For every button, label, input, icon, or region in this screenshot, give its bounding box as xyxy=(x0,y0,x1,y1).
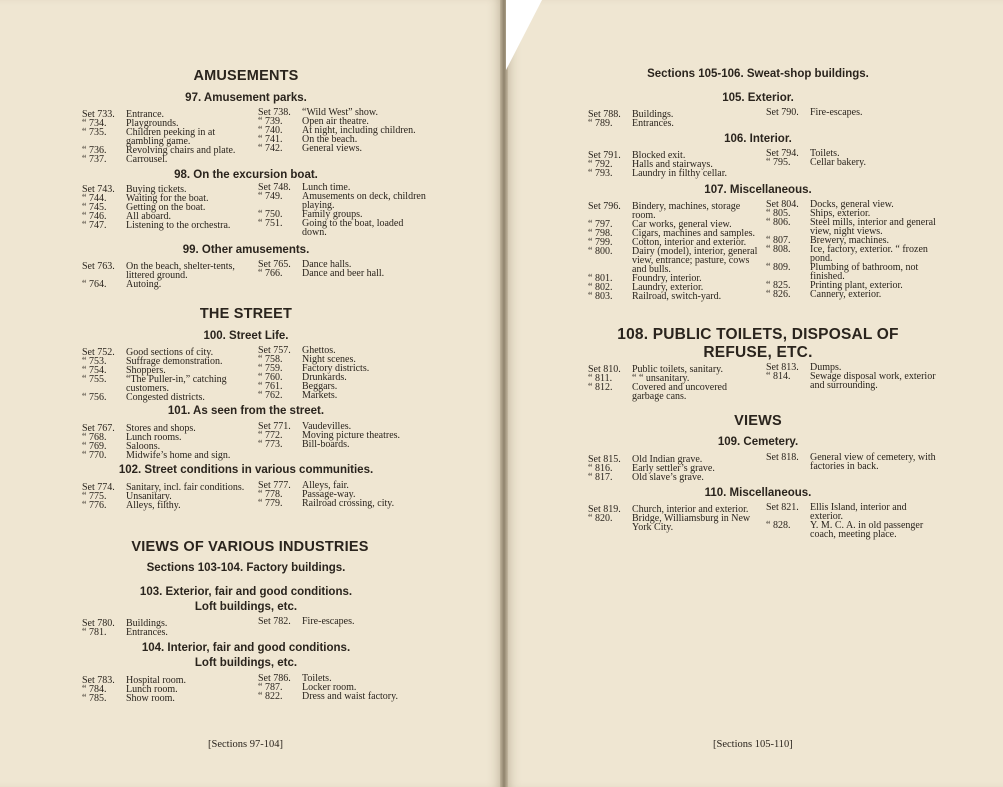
set-description: Cigars, machines and samples. xyxy=(632,228,756,239)
set-number: “ 826. xyxy=(766,289,791,300)
set-number: “ 735. xyxy=(82,127,107,138)
set-description: Show room. xyxy=(126,693,175,704)
set-description: Church, interior and exterior. xyxy=(632,504,749,515)
set-number: Set 788. xyxy=(588,109,621,120)
set-description: Buildings. xyxy=(126,618,168,629)
section-108-col2 xyxy=(766,363,938,390)
section-105-title: 105. Exterior. xyxy=(722,92,794,104)
set-description: Public toilets, sanitary. xyxy=(632,364,724,375)
set-description: Foundry, interior. xyxy=(632,273,702,284)
section-108-col1 xyxy=(588,365,758,401)
set-number: “ 795. xyxy=(766,157,791,168)
set-number: “ 825. xyxy=(766,280,791,291)
section-103-title: 103. Exterior, fair and good conditions. xyxy=(139,586,353,598)
right-page-footer: [Sections 105-110] xyxy=(713,739,793,750)
set-number: “ 784. xyxy=(82,684,107,695)
set-description: Vaudevilles. xyxy=(302,421,352,432)
set-number: “ 809. xyxy=(766,262,791,273)
section-99-title: 99. Other amusements. xyxy=(182,244,310,256)
section-103-subtitle: Loft buildings, etc. xyxy=(194,601,298,613)
list-item xyxy=(82,393,252,402)
set-description: Unsanitary. xyxy=(126,491,172,502)
set-number: “ 734. xyxy=(82,118,107,129)
set-number: “ 769. xyxy=(82,441,107,452)
set-description: Amusements on deck, children playing. xyxy=(302,191,426,211)
section-104-col2 xyxy=(258,674,438,701)
set-description: Toilets. xyxy=(302,673,332,684)
set-number: “ 792. xyxy=(588,159,613,170)
list-item xyxy=(258,269,428,278)
set-number: “ 760. xyxy=(258,372,283,383)
set-number: Set 777. xyxy=(258,480,291,491)
section-110-col2 xyxy=(766,503,941,539)
list-item xyxy=(258,219,428,237)
set-description: At night, including children. xyxy=(302,125,416,136)
set-description: Bill-boards. xyxy=(302,439,350,450)
set-number: “ 803. xyxy=(588,291,613,302)
set-number: “ 822. xyxy=(258,691,283,702)
section-109-title: 109. Cemetery. xyxy=(717,436,799,448)
list-item xyxy=(258,192,428,210)
set-number: Set 821. xyxy=(766,502,799,513)
set-description: “ “ unsanitary. xyxy=(632,373,690,384)
set-number: “ 773. xyxy=(258,439,283,450)
section-99-col2 xyxy=(258,260,428,278)
set-number: “ 737. xyxy=(82,154,107,165)
set-number: “ 814. xyxy=(766,371,791,382)
set-number: “ 742. xyxy=(258,143,283,154)
section-110-col1 xyxy=(588,505,758,532)
set-description: Going to the boat, loaded down. xyxy=(302,218,404,238)
heading-views-of-various-industries: VIEWS OF VARIOUS INDUSTRIES xyxy=(131,539,369,555)
list-item xyxy=(258,692,438,701)
set-number: “ 747. xyxy=(82,220,107,231)
section-99-col1 xyxy=(82,262,252,289)
list-item xyxy=(766,263,938,281)
section-106-title: 106. Interior. xyxy=(724,133,792,145)
section-108-title-line2: REFUSE, ETC. xyxy=(703,344,813,361)
set-number: “ 741. xyxy=(258,134,283,145)
section-109-col2 xyxy=(766,453,938,471)
list-item xyxy=(766,290,938,299)
set-number: Set 748. xyxy=(258,182,291,193)
set-description: On the beach. xyxy=(302,134,358,145)
set-description: Fire-escapes. xyxy=(302,616,355,627)
set-number: “ 801. xyxy=(588,273,613,284)
set-description: Locker room. xyxy=(302,682,357,693)
set-number: Set 794. xyxy=(766,148,799,159)
set-description: On the beach, shelter-tents, littered ground. xyxy=(126,261,235,281)
set-number: “ 766. xyxy=(258,268,283,279)
set-number: Set 796. xyxy=(588,201,621,212)
set-number: “ 793. xyxy=(588,168,613,179)
set-number: “ 800. xyxy=(588,246,613,257)
set-number: “ 781. xyxy=(82,627,107,638)
set-description: Bindery, machines, storage room. xyxy=(632,201,741,221)
list-item xyxy=(82,501,252,510)
section-109-col1 xyxy=(588,455,758,482)
set-description: Ships, exterior. xyxy=(810,208,871,219)
list-item xyxy=(82,451,252,460)
set-description: Halls and stairways. xyxy=(632,159,713,170)
set-number: “ 762. xyxy=(258,390,283,401)
list-item xyxy=(82,628,252,637)
set-number: Set 771. xyxy=(258,421,291,432)
set-description: Children peeking in at gambling game. xyxy=(126,127,216,147)
set-description: Printing plant, exterior. xyxy=(810,280,903,291)
set-number: Set 783. xyxy=(82,675,115,686)
section-102-title: 102. Street conditions in various communities. xyxy=(118,464,374,476)
set-description: Sewage disposal work, exterior and surrounding. xyxy=(810,371,936,391)
list-item xyxy=(588,202,760,220)
left-page-footer: [Sections 97-104] xyxy=(208,739,283,750)
section-101-col2 xyxy=(258,422,438,449)
set-description: Steel mills, interior and general view, night views. xyxy=(810,217,936,237)
set-number: Set 786. xyxy=(258,673,291,684)
set-number: “ 828. xyxy=(766,520,791,531)
set-description: Laundry in filthy cellar. xyxy=(632,168,727,179)
section-106-col2 xyxy=(766,149,936,167)
set-description: Cannery, exterior. xyxy=(810,289,882,300)
set-description: Alleys, fair. xyxy=(302,480,349,491)
set-number: “ 739. xyxy=(258,116,283,127)
set-description: Suffrage demonstration. xyxy=(126,356,223,367)
set-number: “ 772. xyxy=(258,430,283,441)
set-number: “ 811. xyxy=(588,373,613,384)
set-description: Stores and shops. xyxy=(126,423,196,434)
set-number: Set 810. xyxy=(588,364,621,375)
set-number: “ 764. xyxy=(82,279,107,290)
set-number: “ 770. xyxy=(82,450,107,461)
set-description: Old slave’s grave. xyxy=(632,472,704,483)
set-number: “ 761. xyxy=(258,381,283,392)
set-description: Blocked exit. xyxy=(632,150,686,161)
list-item xyxy=(82,433,252,442)
set-number: “ 750. xyxy=(258,209,283,220)
set-number: Set 733. xyxy=(82,109,115,120)
set-description: Cotton, interior and exterior. xyxy=(632,237,747,248)
section-103-col1 xyxy=(82,619,252,637)
heading-views: VIEWS xyxy=(734,413,782,429)
list-item xyxy=(258,617,428,626)
set-description: Dress and waist factory. xyxy=(302,691,398,702)
section-98-col2 xyxy=(258,183,428,237)
set-description: Playgrounds. xyxy=(126,118,179,129)
set-number: “ 805. xyxy=(766,208,791,219)
list-item xyxy=(766,372,938,390)
set-description: Good sections of city. xyxy=(126,347,214,358)
list-item xyxy=(82,375,252,393)
set-number: “ 745. xyxy=(82,202,107,213)
section-106-col1 xyxy=(588,151,758,178)
set-number: Set 790. xyxy=(766,107,799,118)
set-description: Lunch time. xyxy=(302,182,351,193)
set-number: “ 740. xyxy=(258,125,283,136)
set-number: “ 775. xyxy=(82,491,107,502)
heading-amusements: AMUSEMENTS xyxy=(193,68,299,84)
section-104-subtitle: Loft buildings, etc. xyxy=(194,657,298,669)
set-number: “ 744. xyxy=(82,193,107,204)
set-description: Carrousel. xyxy=(126,154,168,165)
set-number: “ 785. xyxy=(82,693,107,704)
set-description: Alleys, filthy. xyxy=(126,500,181,511)
set-number: “ 807. xyxy=(766,235,791,246)
set-description: Bridge, Williamsburg in New York City. xyxy=(632,513,751,533)
set-description: Cellar bakery. xyxy=(810,157,866,168)
set-description: Beggars. xyxy=(302,381,338,392)
list-item xyxy=(258,391,428,400)
set-description: Car works, general view. xyxy=(632,219,732,230)
set-description: Lunch room. xyxy=(126,684,178,695)
list-item xyxy=(588,292,760,301)
set-description: Early settler’s grave. xyxy=(632,463,715,474)
set-number: Set 804. xyxy=(766,199,799,210)
set-description: Family groups. xyxy=(302,209,363,220)
set-number: “ 797. xyxy=(588,219,613,230)
set-description: Dairy (model), interior, general view, entrance; pasture, cows and bulls. xyxy=(632,246,758,275)
set-number: “ 758. xyxy=(258,354,283,365)
set-description: Sanitary, incl. fair conditions. xyxy=(126,482,245,493)
set-number: “ 816. xyxy=(588,463,613,474)
sections-103-104-title: Sections 103-104. Factory buildings. xyxy=(146,562,346,574)
set-number: “ 768. xyxy=(82,432,107,443)
set-number: “ 812. xyxy=(588,382,613,393)
set-description: Getting on the boat. xyxy=(126,202,206,213)
section-97-title: 97. Amusement parks. xyxy=(185,92,307,104)
list-item xyxy=(258,382,428,391)
list-item xyxy=(588,169,758,178)
list-item xyxy=(588,119,758,128)
set-description: Railroad crossing, city. xyxy=(302,498,395,509)
section-104-title: 104. Interior, fair and good conditions. xyxy=(141,642,351,654)
list-item xyxy=(766,503,941,521)
set-description: Covered and uncovered garbage cans. xyxy=(632,382,727,402)
section-98-title: 98. On the excursion boat. xyxy=(174,169,318,181)
set-description: Moving picture theatres. xyxy=(302,430,401,441)
list-item xyxy=(766,218,938,236)
set-number: Set 752. xyxy=(82,347,115,358)
set-number: “ 787. xyxy=(258,682,283,693)
set-number: Set 791. xyxy=(588,150,621,161)
set-description: General view of cemetery, with factories in back. xyxy=(810,452,936,472)
list-item xyxy=(82,155,252,164)
list-item xyxy=(82,262,252,280)
list-item xyxy=(588,247,760,274)
set-number: “ 755. xyxy=(82,374,107,385)
section-102-col1 xyxy=(82,483,252,510)
list-item xyxy=(766,245,938,263)
section-98-col1 xyxy=(82,185,252,230)
list-item xyxy=(82,357,252,366)
sections-105-106-title: Sections 105-106. Sweat-shop buildings. xyxy=(647,68,869,80)
set-number: “ 820. xyxy=(588,513,613,524)
set-number: Set 743. xyxy=(82,184,115,195)
list-item xyxy=(766,521,941,539)
section-110-title: 110. Miscellaneous. xyxy=(704,487,812,499)
set-number: “ 789. xyxy=(588,118,613,129)
set-description: Saloons. xyxy=(126,441,161,452)
section-105-col1 xyxy=(588,110,758,128)
set-number: “ 817. xyxy=(588,472,613,483)
section-102-col2 xyxy=(258,481,433,508)
set-description: Dance and beer hall. xyxy=(302,268,385,279)
list-item xyxy=(258,499,433,508)
set-description: Shoppers. xyxy=(126,365,166,376)
set-number: Set 765. xyxy=(258,259,291,270)
set-description: Docks, general view. xyxy=(810,199,894,210)
set-description: Waiting for the boat. xyxy=(126,193,209,204)
set-description: Factory districts. xyxy=(302,363,370,374)
set-number: “ 802. xyxy=(588,282,613,293)
set-description: Laundry, exterior. xyxy=(632,282,704,293)
set-number: Set 763. xyxy=(82,261,115,272)
set-description: General views. xyxy=(302,143,362,154)
heading-the-street: THE STREET xyxy=(199,306,293,322)
set-description: Revolving chairs and plate. xyxy=(126,145,236,156)
list-item xyxy=(258,373,428,382)
section-104-col1 xyxy=(82,676,252,703)
set-description: Dumps. xyxy=(810,362,842,373)
list-item xyxy=(258,440,438,449)
book-gutter xyxy=(500,0,508,787)
set-number: “ 753. xyxy=(82,356,107,367)
set-number: “ 799. xyxy=(588,237,613,248)
list-item xyxy=(588,514,758,532)
list-item xyxy=(82,280,252,289)
section-107-col1 xyxy=(588,202,760,301)
list-item xyxy=(766,453,938,471)
set-description: Night scenes. xyxy=(302,354,356,365)
set-number: Set 813. xyxy=(766,362,799,373)
set-description: Ghettos. xyxy=(302,345,336,356)
set-number: Set 738. xyxy=(258,107,291,118)
section-107-title: 107. Miscellaneous. xyxy=(704,184,812,196)
list-item xyxy=(766,108,936,117)
set-number: “ 776. xyxy=(82,500,107,511)
set-description: Ellis Island, interior and exterior. xyxy=(810,502,907,522)
section-108-title-line1: 108. PUBLIC TOILETS, DISPOSAL OF xyxy=(617,326,899,343)
set-description: Markets. xyxy=(302,390,338,401)
set-description: Entrances. xyxy=(632,118,674,129)
set-number: Set 774. xyxy=(82,482,115,493)
set-description: “Wild West” show. xyxy=(302,107,379,118)
list-item xyxy=(766,158,936,167)
set-description: Ice, factory, exterior. “ frozen pond. xyxy=(810,244,928,264)
set-description: Hospital room. xyxy=(126,675,186,686)
set-description: Dance halls. xyxy=(302,259,352,270)
set-description: Drunkards. xyxy=(302,372,347,383)
list-item xyxy=(82,221,252,230)
set-number: Set 815. xyxy=(588,454,621,465)
set-number: “ 754. xyxy=(82,365,107,376)
section-101-col1 xyxy=(82,424,252,460)
set-description: Fire-escapes. xyxy=(810,107,863,118)
section-100-title: 100. Street Life. xyxy=(203,330,289,342)
set-number: “ 736. xyxy=(82,145,107,156)
section-105-col2 xyxy=(766,108,936,117)
set-description: Open air theatre. xyxy=(302,116,369,127)
set-number: “ 756. xyxy=(82,392,107,403)
set-number: Set 780. xyxy=(82,618,115,629)
set-description: Passage-way. xyxy=(302,489,356,500)
set-number: Set 818. xyxy=(766,452,799,463)
set-description: Buildings. xyxy=(632,109,674,120)
set-number: Set 819. xyxy=(588,504,621,515)
set-description: Lunch rooms. xyxy=(126,432,182,443)
set-description: Entrances. xyxy=(126,627,168,638)
set-description: Congested districts. xyxy=(126,392,205,403)
set-description: Railroad, switch-yard. xyxy=(632,291,722,302)
set-description: Buying tickets. xyxy=(126,184,187,195)
set-number: “ 779. xyxy=(258,498,283,509)
set-description: Old Indian grave. xyxy=(632,454,703,465)
section-100-col1 xyxy=(82,348,252,402)
set-number: Set 767. xyxy=(82,423,115,434)
set-number: “ 808. xyxy=(766,244,791,255)
torn-corner xyxy=(506,0,542,70)
set-description: Listening to the orchestra. xyxy=(126,220,231,231)
set-number: “ 759. xyxy=(258,363,283,374)
set-number: “ 749. xyxy=(258,191,283,202)
list-item xyxy=(588,383,758,401)
list-item xyxy=(258,144,428,153)
list-item xyxy=(82,694,252,703)
set-description: All aboard. xyxy=(126,211,171,222)
set-number: “ 778. xyxy=(258,489,283,500)
section-107-col2 xyxy=(766,200,938,299)
set-description: Y. M. C. A. in old passenger coach, meeting place. xyxy=(810,520,924,540)
set-number: “ 798. xyxy=(588,228,613,239)
set-number: “ 806. xyxy=(766,217,791,228)
set-description: Autoing. xyxy=(126,279,162,290)
set-description: Plumbing of bathroom, not finished. xyxy=(810,262,919,282)
list-item xyxy=(588,473,758,482)
set-number: Set 757. xyxy=(258,345,291,356)
list-item xyxy=(82,146,252,155)
section-97-col2 xyxy=(258,108,428,153)
set-description: Midwife’s home and sign. xyxy=(126,450,231,461)
section-103-col2 xyxy=(258,617,428,626)
set-description: “The Puller-in,” catching customers. xyxy=(126,374,227,394)
set-description: Entrance. xyxy=(126,109,165,120)
set-description: Brewery, machines. xyxy=(810,235,890,246)
set-number: “ 746. xyxy=(82,211,107,222)
section-100-col2 xyxy=(258,346,428,400)
section-101-title: 101. As seen from the street. xyxy=(167,405,325,417)
set-number: Set 782. xyxy=(258,616,291,627)
section-97-col1 xyxy=(82,110,252,164)
list-item xyxy=(82,128,252,146)
set-number: “ 751. xyxy=(258,218,283,229)
set-description: Toilets. xyxy=(810,148,840,159)
